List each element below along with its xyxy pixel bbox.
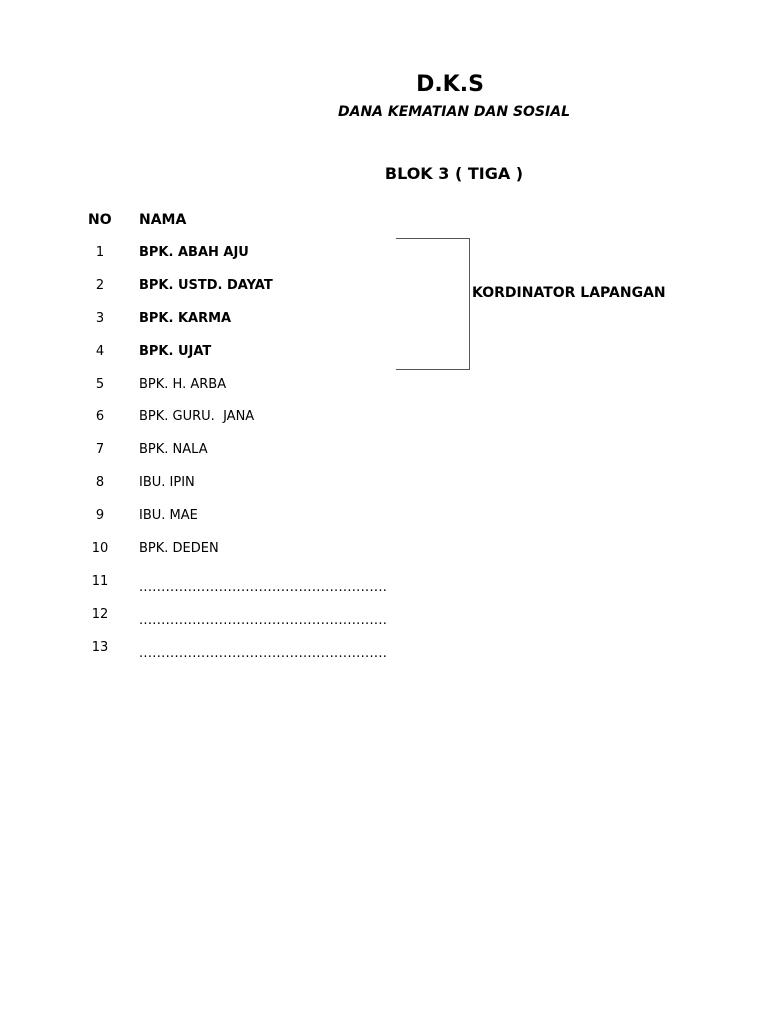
- member-name: BPK. GURU. JANA: [139, 409, 255, 425]
- list-item: [0, 311, 420, 344]
- member-name: BPK. ABAH AJU: [139, 245, 249, 260]
- row-number: 9: [95, 508, 105, 524]
- blank-name-line: ........................................................: [139, 579, 388, 595]
- member-name: BPK. DEDEN: [139, 541, 219, 557]
- blank-name-line: ........................................................: [139, 645, 388, 661]
- row-number: 1: [95, 245, 105, 260]
- row-number: 2: [95, 277, 105, 293]
- list-item: [0, 278, 420, 311]
- row-number: 7: [95, 442, 105, 458]
- row-number: 5: [95, 376, 105, 392]
- row-number: 10: [91, 541, 109, 557]
- member-name: IBU. IPIN: [139, 475, 195, 491]
- list-item: [0, 607, 420, 640]
- member-list: [0, 245, 420, 673]
- list-item: [0, 377, 420, 410]
- member-name: BPK. USTD. DAYAT: [139, 277, 273, 293]
- row-number: 3: [95, 310, 105, 326]
- blank-name-line: ........................................................: [139, 612, 388, 628]
- member-name: BPK. UJAT: [139, 343, 212, 359]
- coordinator-bracket: [396, 238, 470, 370]
- member-name: BPK. NALA: [139, 442, 208, 458]
- list-item: [0, 640, 420, 673]
- column-header-nama: NAMA: [139, 212, 187, 228]
- member-name: BPK. H. ARBA: [139, 376, 227, 392]
- list-item: [0, 245, 420, 278]
- member-name: BPK. KARMA: [139, 310, 232, 326]
- row-number: 8: [95, 475, 105, 491]
- member-name: IBU. MAE: [139, 508, 198, 524]
- coordinator-label: KORDINATOR LAPANGAN: [472, 285, 666, 301]
- row-number: 6: [95, 409, 105, 425]
- list-item: [0, 442, 420, 475]
- list-item: [0, 344, 420, 377]
- row-number: 13: [91, 639, 109, 655]
- list-item: [0, 409, 420, 442]
- row-number: 11: [91, 573, 109, 589]
- list-item: [0, 508, 420, 541]
- list-item: [0, 475, 420, 508]
- document-title: D.K.S: [416, 72, 484, 97]
- list-item: [0, 541, 420, 574]
- list-item: [0, 574, 420, 607]
- block-title: BLOK 3 ( TIGA ): [384, 164, 524, 183]
- row-number: 4: [95, 343, 105, 359]
- row-number: 12: [91, 606, 109, 622]
- document-subtitle: DANA KEMATIAN DAN SOSIAL: [338, 104, 570, 120]
- column-header-no: NO: [88, 212, 112, 228]
